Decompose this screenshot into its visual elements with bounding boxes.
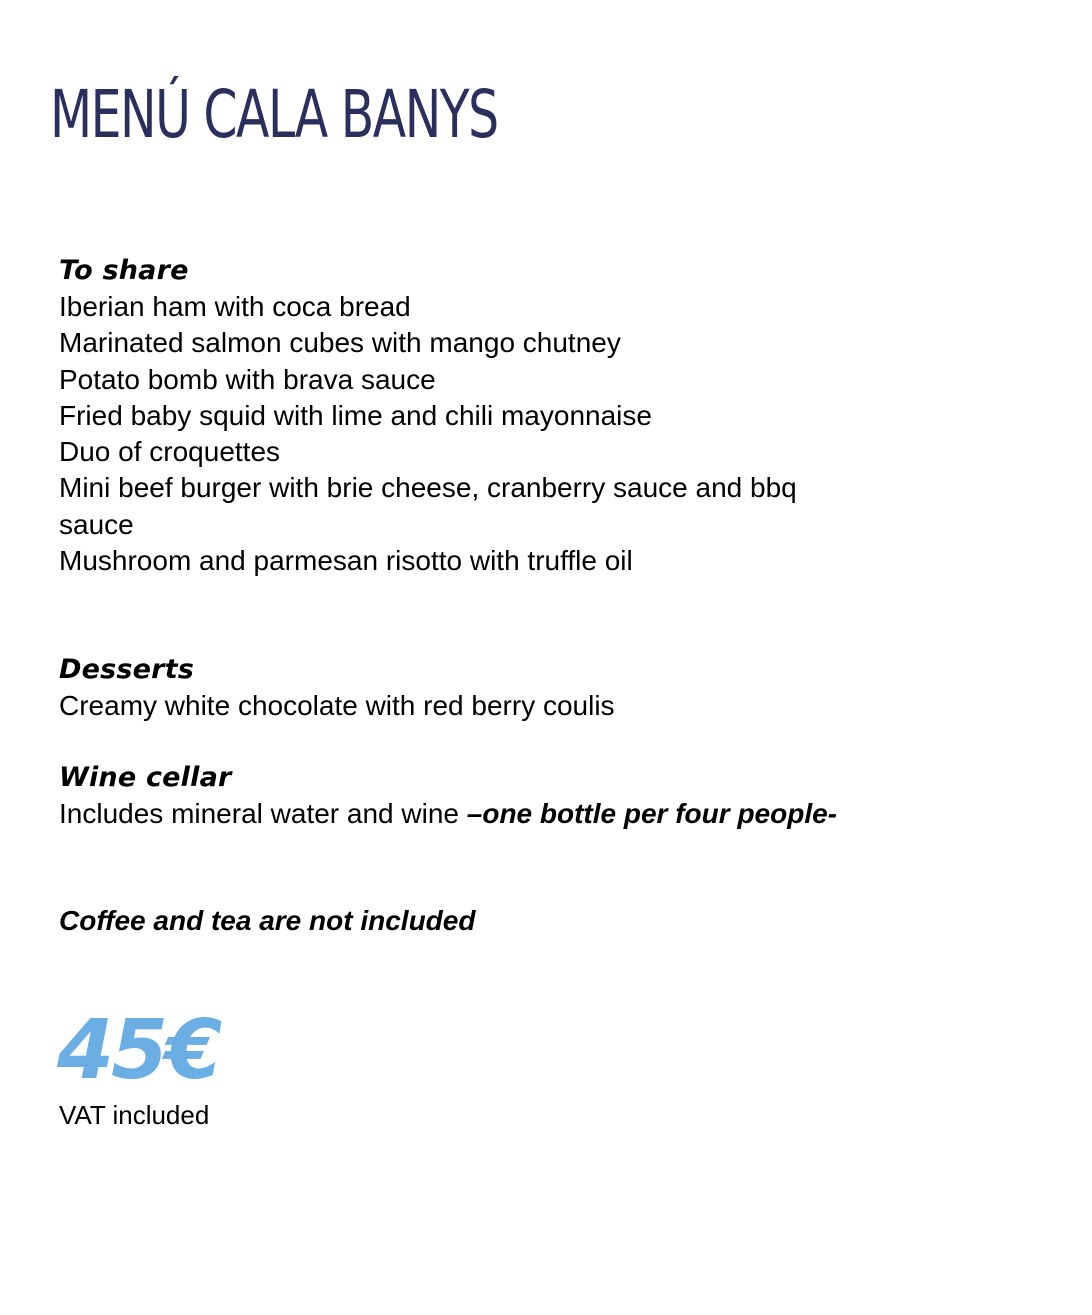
menu-title: MENÚ CALA BANYS: [50, 76, 498, 153]
wine-cellar-emphasis: –one bottle per four people-: [466, 798, 837, 829]
menu-item: Mushroom and parmesan risotto with truffle oil: [59, 545, 633, 577]
menu-item: Potato bomb with brava sauce: [59, 363, 436, 395]
section-heading-wine-cellar: Wine cellar: [59, 762, 232, 793]
wine-cellar-line: [59, 796, 837, 832]
menu-item: Duo of croquettes: [59, 436, 281, 468]
menu-item: Mini beef burger with brie cheese, cranberry sauce and bbq sauce: [59, 472, 797, 540]
section-to-share: [59, 253, 819, 579]
vat-note: VAT included: [59, 1100, 210, 1130]
wine-cellar-text: Includes mineral water and wine: [59, 798, 467, 829]
menu-item: Marinated salmon cubes with mango chutney: [59, 327, 621, 359]
coffee-tea-note: Coffee and tea are not included: [59, 905, 476, 936]
menu-item: Fried baby squid with lime and chili mayonnaise: [59, 399, 652, 431]
menu-item: Iberian ham with coca bread: [59, 291, 411, 322]
section-desserts: [59, 652, 615, 724]
section-heading-desserts: Desserts: [59, 654, 195, 685]
menu-price: 45€: [57, 1003, 220, 1098]
menu-item: Creamy white chocolate with red berry coulis: [59, 690, 615, 721]
section-wine-cellar: [59, 760, 837, 832]
section-heading-to-share: To share: [59, 255, 189, 286]
